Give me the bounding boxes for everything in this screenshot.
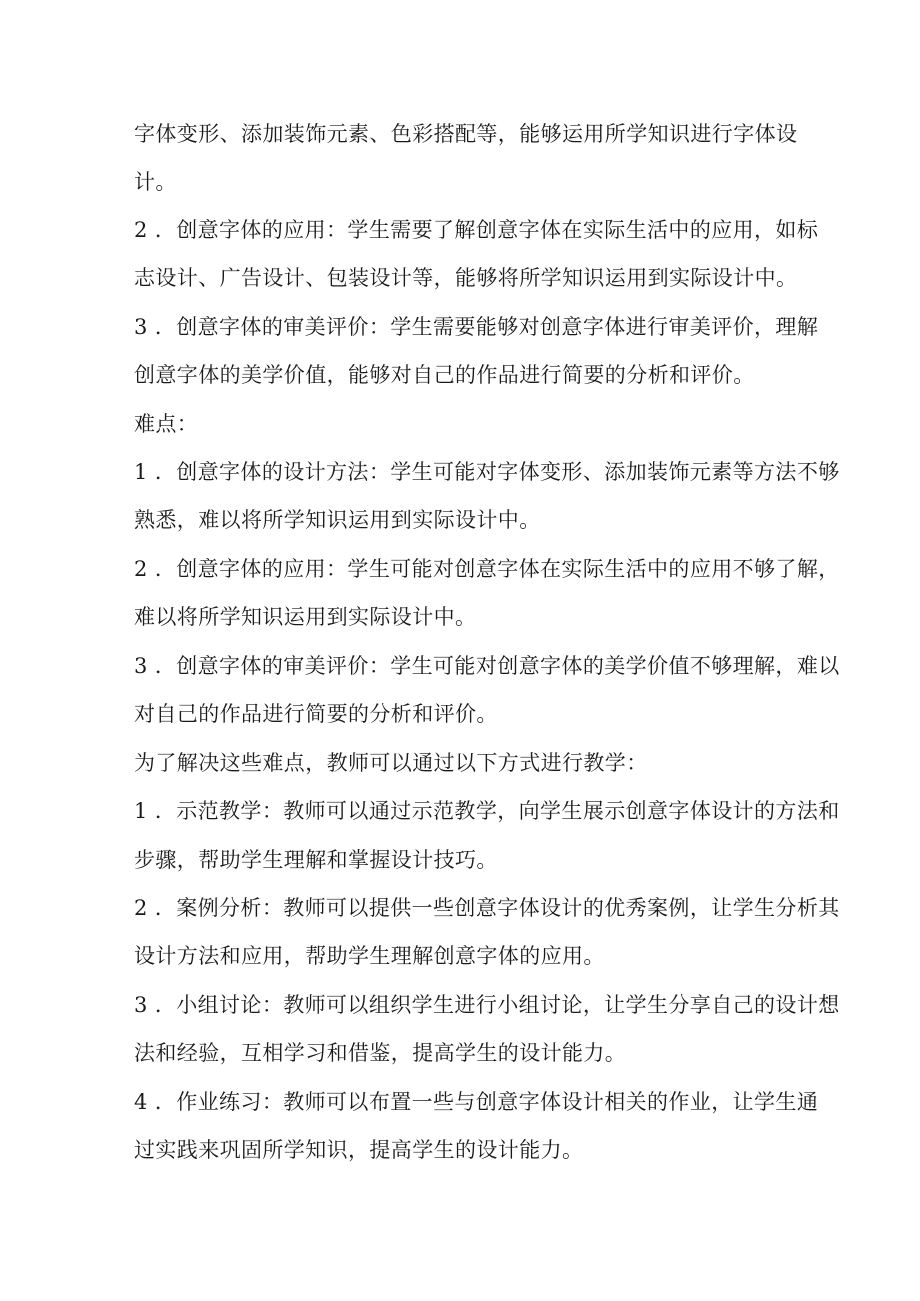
list-item-line: 2 ．创意字体的应用：学生可能对创意字体在实际生活中的应用不够了解， [134,557,840,581]
list-item-line: 1 ．创意字体的设计方法：学生可能对字体变形、添加装饰元素等方法不够 [134,460,840,484]
list-item-line: 4 ．作业练习：教师可以布置一些与创意字体设计相关的作业，让学生通 [134,1090,819,1114]
section-heading: 难点： [134,412,199,436]
list-item-line: 3 ．创意字体的审美评价：学生可能对创意字体的美学价值不够理解，难以 [134,654,840,678]
list-item-line: 3 ．创意字体的审美评价：学生需要能够对创意字体进行审美评价，理解 [134,315,819,339]
text-line: 步骤，帮助学生理解和掌握设计技巧。 [134,848,498,872]
text-line: 熟悉，难以将所学知识运用到实际设计中。 [134,508,541,532]
text-line: 志设计、广告设计、包装设计等，能够将所学知识运用到实际设计中。 [134,266,798,290]
text-line: 法和经验，互相学习和借鉴，提高学生的设计能力。 [134,1041,627,1065]
paragraph-line: 为了解决这些难点，教师可以通过以下方式进行教学： [134,751,648,775]
text-line: 设计方法和应用，帮助学生理解创意字体的应用。 [134,944,605,968]
list-item-line: 2 ．创意字体的应用：学生需要了解创意字体在实际生活中的应用，如标 [134,218,819,242]
text-line: 对自己的作品进行简要的分析和评价。 [134,702,498,726]
text-line: 过实践来巩固所学知识，提高学生的设计能力。 [134,1138,584,1162]
text-line: 难以将所学知识运用到实际设计中。 [134,605,477,629]
list-item-line: 1 ．示范教学：教师可以通过示范教学，向学生展示创意字体设计的方法和 [134,799,840,823]
text-line: 创意字体的美学价值，能够对自己的作品进行简要的分析和评价。 [134,363,755,387]
list-item-line: 2 ．案例分析：教师可以提供一些创意字体设计的优秀案例，让学生分析其 [134,896,840,920]
text-line: 计。 [134,170,177,194]
text-line: 字体变形、添加装饰元素、色彩搭配等，能够运用所学知识进行字体设 [134,122,798,146]
list-item-line: 3 ．小组讨论：教师可以组织学生进行小组讨论，让学生分享自己的设计想 [134,993,840,1017]
